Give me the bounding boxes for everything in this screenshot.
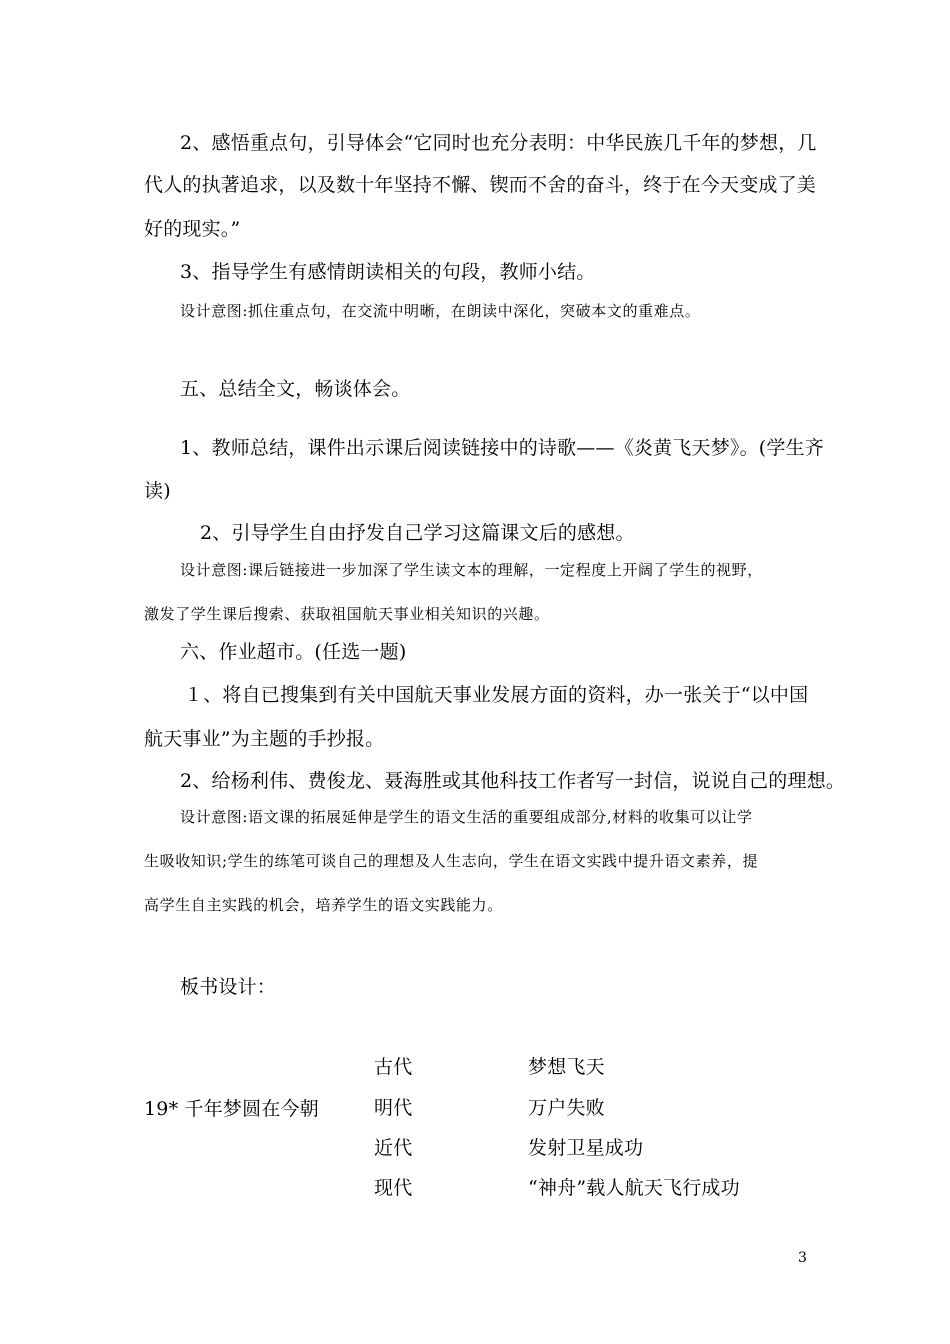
board-event-contemporary: “神舟”载人航天飞行成功 [528, 1177, 740, 1199]
s6-paragraph-1-line-1: １、将自已搜集到有关中国航天事业发展方面的资料，办一张关于“以中国 [184, 684, 809, 706]
s5-heading: 五、总结全文，畅谈体会。 [180, 378, 411, 400]
s5-paragraph-1-line-2: 读) [144, 480, 171, 502]
page-number: 3 [798, 1250, 807, 1266]
board-era-contemporary: 现代 [374, 1177, 413, 1199]
s4-paragraph-2-line-1: 2、感悟重点句，引导体会“它同时也充分表明：中华民族几千年的梦想，几 [180, 132, 817, 154]
board-era-modern: 近代 [374, 1137, 413, 1159]
s6-design-note-line-1: 设计意图:语文课的拓展延伸是学生的语文生活的重要组成部分,材料的收集可以让学 [180, 808, 753, 826]
board-heading: 板书设计： [180, 976, 277, 998]
s4-paragraph-2-line-2: 代人的执著追求，以及数十年坚持不懈、锲而不舍的奋斗，终于在今天变成了美 [144, 174, 817, 196]
board-event-ancient: 梦想飞天 [528, 1056, 605, 1078]
s6-paragraph-1-line-2: 航天事业”为主题的手抄报。 [144, 728, 385, 750]
s4-paragraph-2-line-3: 好的现实。” [144, 218, 241, 240]
board-event-ming: 万户失败 [528, 1097, 605, 1119]
s6-design-note-line-2: 生吸收知识;学生的练笔可谈自己的理想及人生志向，学生在语文实践中提升语文素养，提 [144, 852, 759, 870]
s5-design-note-line-2: 激发了学生课后搜索、获取祖国航天事业相关知识的兴趣。 [144, 605, 550, 623]
s5-paragraph-1-line-1: 1、教师总结，课件出示课后阅读链接中的诗歌——《炎黄飞天梦》。(学生齐 [180, 437, 825, 459]
board-era-ancient: 古代 [374, 1056, 413, 1078]
s6-heading: 六、作业超市。(任选一题) [180, 641, 407, 663]
s5-design-note-line-1: 设计意图:课后链接进一步加深了学生读文本的理解，一定程度上开阔了学生的视野， [180, 561, 763, 579]
s6-design-note-line-3: 高学生自主实践的机会，培养学生的语文实践能力。 [144, 896, 503, 914]
s5-paragraph-2: 2、引导学生自由抒发自己学习这篇课文后的感想。 [200, 522, 635, 544]
s6-paragraph-2: 2、给杨利伟、费俊龙、聂海胜或其他科技工作者写一封信，说说自己的理想。 [180, 770, 846, 792]
board-event-modern: 发射卫星成功 [528, 1137, 644, 1159]
s4-paragraph-3: 3、指导学生有感情朗读相关的句段，教师小结。 [180, 261, 596, 283]
board-era-ming: 明代 [374, 1097, 413, 1119]
s4-design-note: 设计意图:抓住重点句，在交流中明晰，在朗读中深化，突破本文的重难点。 [180, 302, 701, 320]
board-title: 19* 千年梦圆在今朝 [144, 1098, 319, 1120]
